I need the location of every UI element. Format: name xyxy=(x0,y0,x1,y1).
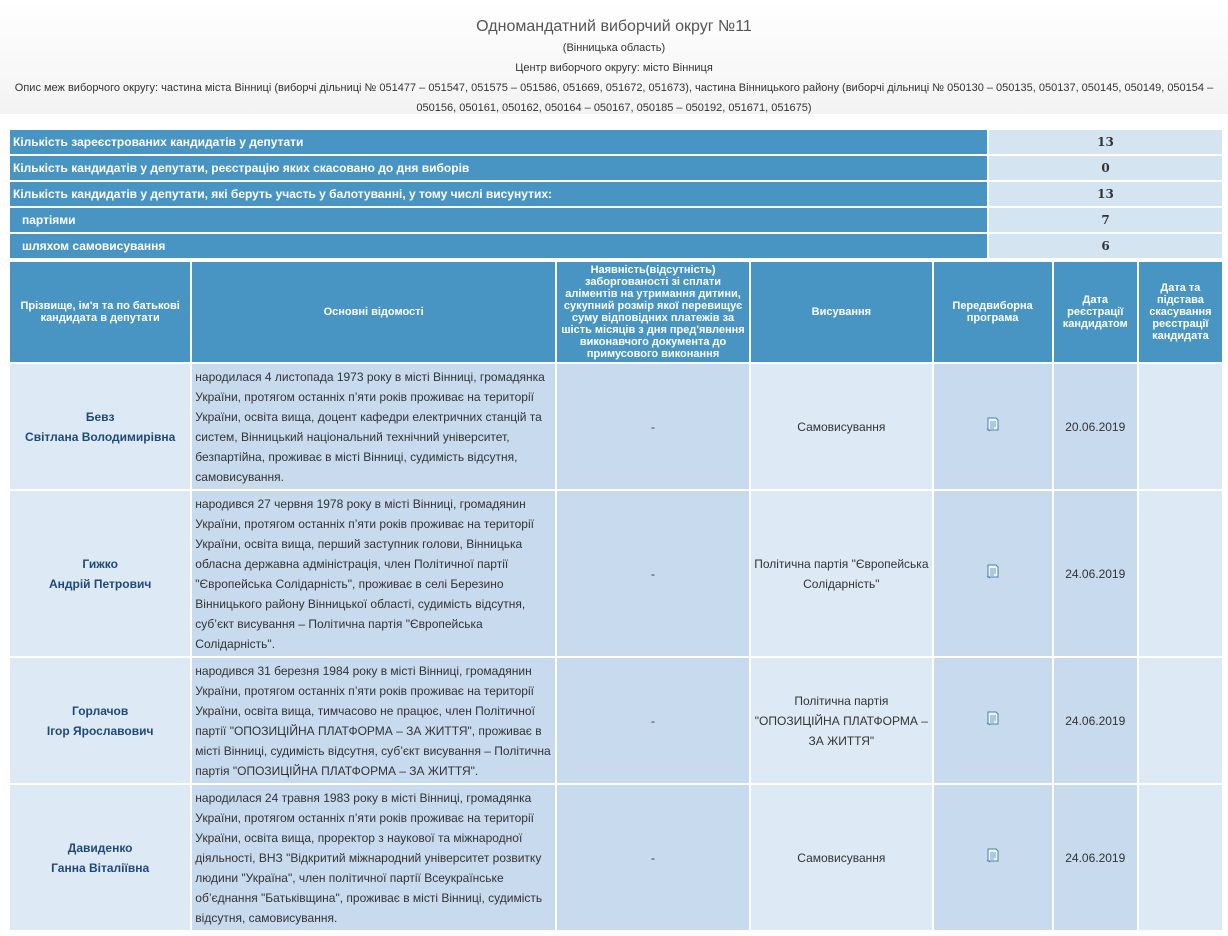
column-header-nomination: Висування xyxy=(751,262,931,362)
candidate-alimony: - xyxy=(557,785,749,930)
candidate-program xyxy=(934,658,1052,783)
district-header xyxy=(0,0,1228,114)
stats-label: Кількість зареєстрованих кандидатів у депутати xyxy=(10,130,987,154)
candidate-name xyxy=(10,491,190,656)
column-header-cancel: Дата та підстава скасування реєстрації кандидата xyxy=(1139,262,1222,362)
column-header-name: Прізвище, ім'я та по батькові кандидата в депутати xyxy=(10,262,190,362)
candidate-surname: Горлачов xyxy=(72,703,129,718)
table-row xyxy=(10,491,1222,656)
candidate-info: народилася 4 листопада 1973 року в місті Вінниці, громадянка України, протягом останніх п’яти років проживає на території України, освіта вища, доцент кафедри електричних станцій та систем, Вінницький національний технічний університет, безпартійна, проживає в місті Вінниці, судимість відсутня, самовисування. xyxy=(192,364,555,489)
candidate-alimony: - xyxy=(557,364,749,489)
table-row xyxy=(10,785,1222,930)
candidate-reg-date: 24.06.2019 xyxy=(1054,785,1137,930)
stats-row xyxy=(10,234,1222,258)
stats-value: 6 xyxy=(989,234,1222,258)
candidate-info: народилася 24 травня 1983 року в місті Вінниці, громадянка України, протягом останніх п’яти років проживає на території України, освіта вища, проректор з наукової та міжнародної діяльності, ВНЗ "Відкритий міжнародний університет розвитку людини "Україна", член політичної партії Всеукраїнське об’єднання "Батьківщина", проживає в місті Вінниці, судимість відсутня, самовисування. xyxy=(192,785,555,930)
candidate-nomination: Політична партія "ОПОЗИЦІЙНА ПЛАТФОРМА – ЗА ЖИТТЯ" xyxy=(751,658,931,783)
stats-value: 7 xyxy=(989,208,1222,232)
candidate-reg-date: 20.06.2019 xyxy=(1054,364,1137,489)
column-header-alimony: Наявність(відсутність) заборгованості зі сплати аліментів на утримання дитини, сукупний розмір якої перевищує суму відповідних платежів за шість місяців з дня пред'явлення виконавчого документа до примусового виконання xyxy=(557,262,749,362)
candidate-reg-date: 24.06.2019 xyxy=(1054,491,1137,656)
candidate-cancel xyxy=(1139,658,1222,783)
stats-value: 13 xyxy=(989,182,1222,206)
stats-label: Кількість кандидатів у депутати, реєстрацію яких скасовано до дня виборів xyxy=(10,156,987,180)
candidate-surname: Гижко xyxy=(82,556,118,571)
candidate-nomination: Самовисування xyxy=(751,785,931,930)
candidate-nomination: Політична партія "Європейська Солідарність" xyxy=(751,491,931,656)
candidate-given-name: Світлана Володимирівна xyxy=(25,429,176,444)
column-header-reg-date: Дата реєстрації кандидатом xyxy=(1054,262,1137,362)
document-icon[interactable] xyxy=(985,563,1001,585)
stats-row xyxy=(10,208,1222,232)
candidate-given-name: Ганна Віталіївна xyxy=(51,860,150,875)
candidate-info: народився 31 березня 1984 року в місті Вінниці, громадянин України, протягом останніх п’яти років проживає на території України, освіта вища, тимчасово не працює, член Політичної партії "ОПОЗИЦІЙНА ПЛАТФОРМА – ЗА ЖИТТЯ", проживає в місті Вінниці, судимість відсутня, суб’єкт висування – Політична партія "ОПОЗИЦІЙНА ПЛАТФОРМА – ЗА ЖИТТЯ". xyxy=(192,658,555,783)
candidate-surname: Давиденко xyxy=(67,840,133,855)
candidate-name xyxy=(10,658,190,783)
column-header-program: Передвиборна програма xyxy=(934,262,1052,362)
page-title: Одномандатний виборчий округ №11 xyxy=(476,18,752,35)
candidate-cancel xyxy=(1139,364,1222,489)
candidate-program xyxy=(934,491,1052,656)
candidates-table xyxy=(8,260,1224,932)
candidate-stats-table xyxy=(8,128,1224,260)
candidate-alimony: - xyxy=(557,658,749,783)
column-header-info: Основні відомості xyxy=(192,262,555,362)
stats-label: партіями xyxy=(10,208,987,232)
table-row xyxy=(10,658,1222,783)
candidate-surname: Бевз xyxy=(85,409,115,424)
table-row xyxy=(10,364,1222,489)
candidate-name xyxy=(10,785,190,930)
stats-row xyxy=(10,182,1222,206)
candidate-reg-date: 24.06.2019 xyxy=(1054,658,1137,783)
candidate-name xyxy=(10,364,190,489)
stats-value: 13 xyxy=(989,130,1222,154)
district-boundaries: Опис меж виборчого округу: частина міста Вінниці (виборчі дільниці № 051477 – 051547, 051575 – 051586, 051669, 051672, 051673), частина Вінницького району (виборчі дільниці № 050130 – 050135, 050137, 050145, 050149, 050154 – 050156, 050161, 050162, 050164 – 050167, 050185 – 050192, 051671, 051675) xyxy=(14,82,1214,114)
candidate-cancel xyxy=(1139,491,1222,656)
document-icon[interactable] xyxy=(985,847,1001,869)
candidate-cancel xyxy=(1139,785,1222,930)
document-icon[interactable] xyxy=(985,710,1001,732)
stats-label: шляхом самовисування xyxy=(10,234,987,258)
region-label: (Вінницька область) xyxy=(562,42,666,54)
candidate-program xyxy=(934,364,1052,489)
document-icon[interactable] xyxy=(985,416,1001,438)
stats-row xyxy=(10,130,1222,154)
table-header-row xyxy=(10,262,1222,362)
stats-label: Кількість кандидатів у депутати, які беруть участь у балотуванні, у тому числі висунутих: xyxy=(10,182,987,206)
candidate-info: народився 27 червня 1978 року в місті Вінниці, громадянин України, протягом останніх п’яти років проживає на території України, освіта вища, перший заступник голови, Вінницька обласна державна адміністрація, член Політичної партії "Європейська Солідарність", проживає в селі Березино Вінницького району Вінницької області, судимість відсутня, суб’єкт висування – Політична партія "Європейська Солідарність". xyxy=(192,491,555,656)
candidate-given-name: Андрій Петрович xyxy=(48,576,152,591)
stats-row xyxy=(10,156,1222,180)
candidate-alimony: - xyxy=(557,491,749,656)
candidate-given-name: Ігор Ярославович xyxy=(46,723,154,738)
candidate-nomination: Самовисування xyxy=(751,364,931,489)
stats-value: 0 xyxy=(989,156,1222,180)
district-center: Центр виборчого округу: місто Вінниця xyxy=(515,62,713,74)
candidate-program xyxy=(934,785,1052,930)
